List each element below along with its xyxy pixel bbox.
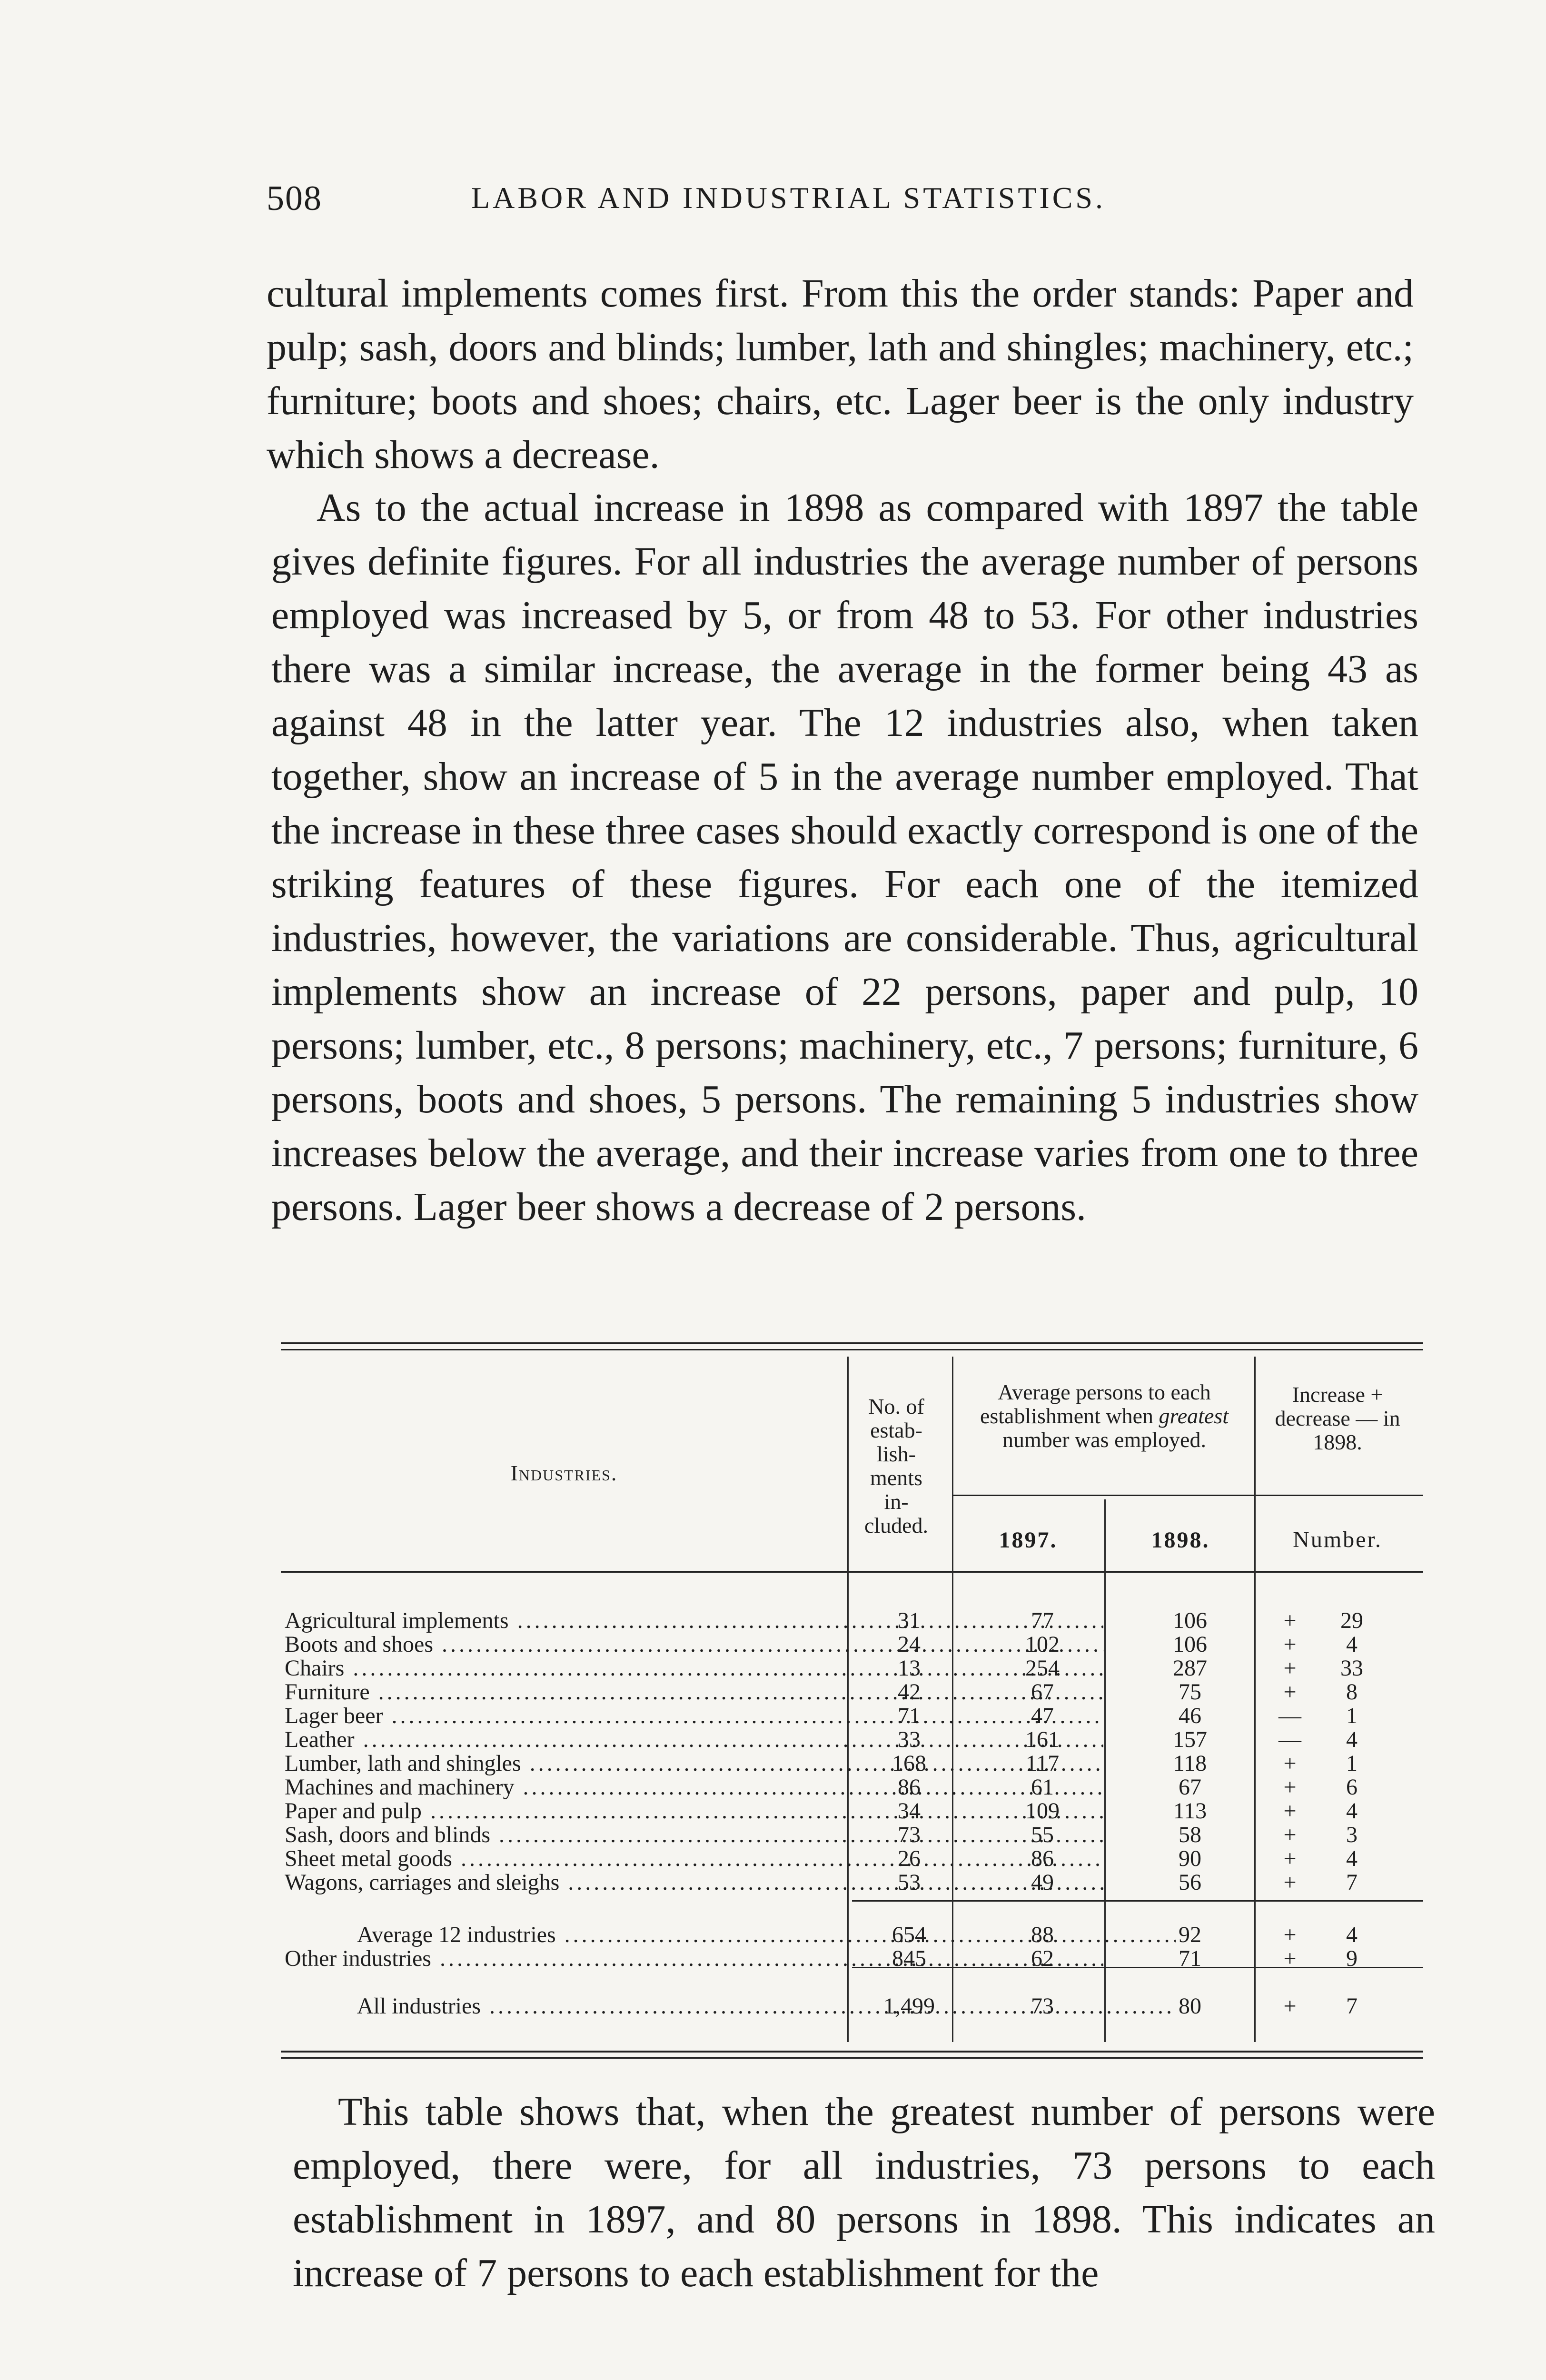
change-sign-cell: + [1283,1946,1297,1971]
establishments-cell: 42 [898,1679,921,1705]
industries-table [281,1342,1423,2071]
industry-cell: Agricultural implements ..... [285,1609,1103,1633]
table-bottom-rule [281,2051,1423,2053]
change-sign-cell: — [1278,1727,1301,1752]
table-bottom-rule-2 [281,2057,1423,2059]
avg-1898-cell: 92 [1179,1922,1201,1947]
paragraph-3: This table shows that, when the greatest number of persons were employed, there were, for all industries, 73 persons to each establishment in 1897, and 80 persons in 1898. This indicates an increase of 7 persons to each establishment for the [293,2090,1435,2295]
avg-1898-cell: 58 [1179,1822,1201,1847]
industry-cell: Sash, doors and blinds ..... [285,1823,1103,1847]
subtotal-rule [852,1900,1423,1902]
table-row [281,1799,1423,1823]
table-top-rule [281,1342,1423,1344]
avg-1897-cell: 67 [1031,1679,1054,1705]
table-row [281,1728,1423,1752]
change-sign-cell: + [1283,1751,1297,1776]
table-row-other [281,1947,1423,1971]
table-row [281,1704,1423,1728]
table-row-all [281,1994,1423,2018]
header-average-suffix: number was employed. [1002,1428,1206,1452]
establishments-cell: 31 [898,1608,921,1633]
avg-1898-cell: 106 [1173,1608,1207,1633]
avg-1897-cell: 61 [1031,1775,1054,1800]
avg-1898-cell: 67 [1179,1775,1201,1800]
change-sign-cell: + [1283,1798,1297,1824]
avg-1897-cell: 49 [1031,1870,1054,1895]
change-sign-cell: + [1283,1922,1297,1947]
industry-cell: Furniture ..... [285,1680,1103,1704]
industry-cell: Sheet metal goods ..... [285,1847,1103,1871]
establishments-cell: 34 [898,1798,921,1824]
establishments-cell: 13 [898,1656,921,1681]
change-number-cell: 4 [1346,1846,1358,1871]
change-number-cell: 29 [1340,1608,1363,1633]
industry-cell: Wagons, carriages and sleighs ..... [285,1871,1103,1894]
header-year-1898: 1898. [1151,1527,1210,1553]
avg-1898-cell: 90 [1179,1846,1201,1871]
change-number-cell: 9 [1346,1946,1358,1971]
avg-1897-cell: 47 [1031,1703,1054,1728]
establishments-cell: 845 [892,1946,926,1971]
change-sign-cell: + [1283,1632,1297,1657]
establishments-cell: 1,499 [883,1993,935,2019]
change-sign-cell: + [1283,1608,1297,1633]
change-sign-cell: + [1283,1656,1297,1681]
avg-1897-cell: 117 [1025,1751,1060,1776]
avg-1898-cell: 46 [1179,1703,1201,1728]
change-sign-cell: + [1283,1822,1297,1847]
header-average-emphasis: greatest [1159,1404,1229,1428]
industry-cell: Leather ..... [285,1728,1103,1752]
change-number-cell: 8 [1346,1679,1358,1705]
industry-cell: Chairs ..... [285,1656,1103,1680]
avg-1898-cell: 106 [1173,1632,1207,1657]
establishments-cell: 86 [898,1775,921,1800]
industry-cell: Paper and pulp ..... [285,1799,1103,1823]
establishments-cell: 33 [898,1727,921,1752]
industry-cell: Machines and machinery ..... [285,1775,1103,1799]
change-number-cell: 1 [1346,1703,1358,1728]
header-year-1897: 1897. [999,1527,1058,1553]
change-sign-cell: + [1283,1993,1297,2019]
paragraph-2: As to the actual increase in 1898 as compared with 1897 the table gives definite figures. For all industries the average number of persons employed was increased by 5, or from 48 to 53. For other industries there was a similar increase, the average in the former being 43 as against 48 in the latter year. The 12 industries also, when taken together, show an increase of 5 in the average number employed. That the increase in these three cases should exactly correspond is one of the striking features of these figures. For each one of the itemized industries, however, the variations are considerable. Thus, agricultural implements show an increase of 22 persons, paper and pulp, 10 persons; lumber, etc., 8 persons; machinery, etc., 7 persons; furniture, 6 persons, boots and shoes, 5 persons. The remaining 5 industries show increases below the average, and their increase varies from one to three persons. Lager beer shows a decrease of 2 persons. [271,486,1418,1229]
avg-1897-cell: 109 [1025,1798,1060,1824]
avg-1897-cell: 86 [1031,1846,1054,1871]
table-row [281,1680,1423,1704]
table-row [281,1633,1423,1656]
header-number: Number. [1293,1527,1382,1552]
change-sign-cell: + [1283,1775,1297,1800]
avg-1897-cell: 62 [1031,1946,1054,1971]
page-header [267,178,1418,231]
avg-1897-cell: 88 [1031,1922,1054,1947]
table-row-average-12 [281,1923,1423,1947]
avg-1898-cell: 157 [1173,1727,1207,1752]
page-number: 508 [267,179,322,218]
change-number-cell: 3 [1346,1822,1358,1847]
change-number-cell: 4 [1346,1632,1358,1657]
header-industries: Industries. [510,1461,618,1485]
change-number-cell: 4 [1346,1798,1358,1824]
change-number-cell: 4 [1346,1727,1358,1752]
header-bottom-rule [281,1571,1423,1573]
table-row [281,1775,1423,1799]
industry-cell: Average 12 industries ..... [357,1923,1176,1947]
avg-1897-cell: 77 [1031,1608,1054,1633]
table-row [281,1752,1423,1775]
avg-1897-cell: 73 [1031,1993,1054,2019]
avg-1897-cell: 161 [1025,1727,1060,1752]
change-sign-cell: + [1283,1679,1297,1705]
avg-1897-cell: 102 [1025,1632,1060,1657]
change-number-cell: 6 [1346,1775,1358,1800]
table-row [281,1656,1423,1680]
table-row [281,1871,1423,1894]
avg-1898-cell: 113 [1173,1798,1207,1824]
paragraph-1: cultural implements comes first. From this the order stands: Paper and pulp; sash, doors and blinds; lumber, lath and shingles; machinery, etc.; furniture; boots and shoes; chairs, etc. Lager beer is the only industry which shows a decrease. [267,271,1414,477]
table-row [281,1847,1423,1871]
header-subrule [952,1495,1423,1496]
industry-cell: Other industries ..... [285,1947,1103,1971]
change-number-cell: 7 [1346,1993,1358,2019]
table-top-rule-2 [281,1349,1423,1350]
establishments-cell: 53 [898,1870,921,1895]
industry-cell: Lumber, lath and shingles ..... [285,1752,1103,1775]
table-row [281,1823,1423,1847]
table-row [281,1609,1423,1633]
avg-1897-cell: 55 [1031,1822,1054,1847]
avg-1898-cell: 80 [1179,1993,1201,2019]
header-average-persons [957,1380,1252,1452]
establishments-cell: 24 [898,1632,921,1657]
avg-1898-cell: 71 [1179,1946,1201,1971]
industry-cell: Lager beer ..... [285,1704,1103,1728]
header-establishments: No. of estab-lish-ments in-cluded. [864,1394,929,1537]
avg-1898-cell: 118 [1173,1751,1207,1776]
change-number-cell: 1 [1346,1751,1358,1776]
change-number-cell: 7 [1346,1870,1358,1895]
establishments-cell: 26 [898,1846,921,1871]
avg-1897-cell: 254 [1025,1656,1060,1681]
avg-1898-cell: 56 [1179,1870,1201,1895]
running-head: LABOR AND INDUSTRIAL STATISTICS. [471,181,1106,215]
establishments-cell: 654 [892,1922,926,1947]
change-sign-cell: + [1283,1870,1297,1895]
establishments-cell: 168 [892,1751,926,1776]
change-sign-cell: — [1278,1703,1301,1728]
industry-cell: All industries ..... [357,1994,1176,2018]
header-change: Increase + decrease — in 1898. [1275,1382,1400,1454]
avg-1898-cell: 287 [1173,1656,1207,1681]
establishments-cell: 71 [898,1703,921,1728]
change-sign-cell: + [1283,1846,1297,1871]
header-average-prefix: Average persons to each establishment when [980,1380,1211,1428]
change-number-cell: 4 [1346,1922,1358,1947]
establishments-cell: 73 [898,1822,921,1847]
change-number-cell: 33 [1340,1656,1363,1681]
avg-1898-cell: 75 [1179,1679,1201,1705]
industry-cell: Boots and shoes ..... [285,1633,1103,1656]
